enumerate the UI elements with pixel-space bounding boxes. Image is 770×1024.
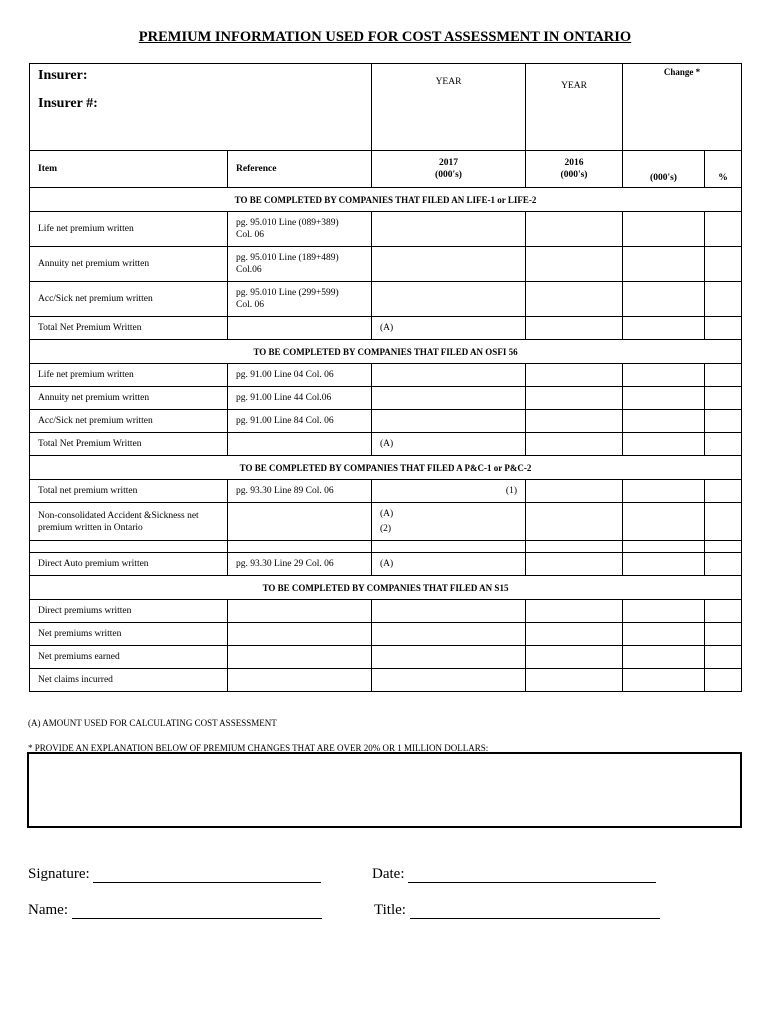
table-row <box>30 410 742 433</box>
input-percent[interactable] <box>705 247 742 282</box>
table-row <box>30 669 742 692</box>
row-reference <box>228 317 372 340</box>
row-item: Direct Auto premium written <box>30 553 228 576</box>
title-field[interactable] <box>374 902 660 919</box>
input-percent[interactable] <box>705 282 742 317</box>
input-2016[interactable] <box>526 646 623 669</box>
row-reference: pg. 91.00 Line 84 Col. 06 <box>228 410 372 433</box>
table-row <box>30 212 742 247</box>
change-header: Change * <box>623 64 742 151</box>
input-2017[interactable] <box>372 212 526 247</box>
row-reference: pg. 95.010 Line (299+599) Col. 06 <box>228 282 372 317</box>
input-percent[interactable] <box>705 646 742 669</box>
row-item: Annuity net premium written <box>30 247 228 282</box>
input-change[interactable] <box>623 282 705 317</box>
input-change[interactable] <box>623 433 705 456</box>
row-item: Total Net Premium Written <box>30 317 228 340</box>
table-row <box>30 600 742 623</box>
input-change[interactable] <box>623 553 705 576</box>
row-reference <box>228 646 372 669</box>
title-line[interactable] <box>410 904 660 919</box>
row-item: Net premiums written <box>30 623 228 646</box>
date-field[interactable] <box>372 866 656 883</box>
input-2017[interactable] <box>372 410 526 433</box>
row-item: Net premiums earned <box>30 646 228 669</box>
name-line[interactable] <box>72 904 322 919</box>
change-percent-column-header: % <box>705 151 742 188</box>
table-row <box>30 553 742 576</box>
row-item: Life net premium written <box>30 212 228 247</box>
signature-field[interactable] <box>28 866 321 883</box>
row-reference <box>228 600 372 623</box>
name-label: Name: <box>28 902 68 918</box>
amount-mark: (A) <box>380 323 394 333</box>
input-percent[interactable] <box>705 480 742 503</box>
input-percent[interactable] <box>705 553 742 576</box>
input-percent[interactable] <box>705 600 742 623</box>
table-row <box>30 503 742 541</box>
section-pc-header: TO BE COMPLETED BY COMPANIES THAT FILED A P&C-1 or P&C-2 <box>30 456 742 480</box>
explanation-textbox[interactable] <box>27 752 742 828</box>
input-2016[interactable] <box>526 669 623 692</box>
section-s15-header: TO BE COMPLETED BY COMPANIES THAT FILED AN S15 <box>30 576 742 600</box>
amount-mark: (A) <box>380 439 394 449</box>
premium-table <box>29 63 742 692</box>
name-field[interactable] <box>28 902 322 919</box>
input-percent[interactable] <box>705 623 742 646</box>
input-2017[interactable] <box>372 317 526 340</box>
row-reference: pg. 95.010 Line (089+389) Col. 06 <box>228 212 372 247</box>
insurer-label: Insurer: <box>38 68 88 83</box>
input-change[interactable] <box>623 247 705 282</box>
row-reference: pg. 95.010 Line (189+489) Col.06 <box>228 247 372 282</box>
input-2016[interactable] <box>526 247 623 282</box>
input-change[interactable] <box>623 669 705 692</box>
insurer-number-label: Insurer #: <box>38 96 98 111</box>
input-2017[interactable] <box>372 282 526 317</box>
input-2017[interactable] <box>372 541 526 553</box>
title-label: Title: <box>374 902 406 918</box>
input-change[interactable] <box>623 212 705 247</box>
input-2016[interactable] <box>526 317 623 340</box>
input-percent[interactable] <box>705 410 742 433</box>
row-item: Total net premium written <box>30 480 228 503</box>
row-item: Life net premium written <box>30 364 228 387</box>
input-2016[interactable] <box>526 282 623 317</box>
section-osfi-header: TO BE COMPLETED BY COMPANIES THAT FILED AN OSFI 56 <box>30 340 742 364</box>
signature-line[interactable] <box>93 868 321 883</box>
row-reference: pg. 93.30 Line 29 Col. 06 <box>228 553 372 576</box>
input-percent[interactable] <box>705 212 742 247</box>
input-2016[interactable] <box>526 433 623 456</box>
year-2017-column-header: 2017 (000's) <box>372 151 526 188</box>
year-2016-column-header: 2016 (000's) <box>526 151 623 188</box>
input-2016[interactable] <box>526 541 623 553</box>
input-2017[interactable] <box>372 387 526 410</box>
table-row <box>30 480 742 503</box>
row-reference: pg. 93.30 Line 89 Col. 06 <box>228 480 372 503</box>
input-2016[interactable] <box>526 480 623 503</box>
input-2016[interactable] <box>526 553 623 576</box>
row-reference <box>228 669 372 692</box>
row-reference <box>228 623 372 646</box>
item-column-header: Item <box>30 151 228 188</box>
table-row <box>30 623 742 646</box>
note-amount-used: (A) AMOUNT USED FOR CALCULATING COST ASSESSMENT <box>28 718 277 728</box>
input-percent[interactable] <box>705 541 742 553</box>
input-2017[interactable] <box>372 646 526 669</box>
input-2017[interactable] <box>372 553 526 576</box>
row-item: Acc/Sick net premium written <box>30 410 228 433</box>
table-row <box>30 317 742 340</box>
input-percent[interactable] <box>705 387 742 410</box>
input-percent[interactable] <box>705 317 742 340</box>
row-item: Direct premiums written <box>30 600 228 623</box>
input-2016[interactable] <box>526 387 623 410</box>
input-2017[interactable] <box>372 480 526 503</box>
input-2017[interactable] <box>372 669 526 692</box>
input-change[interactable] <box>623 541 705 553</box>
input-change[interactable] <box>623 410 705 433</box>
input-change[interactable] <box>623 623 705 646</box>
row-reference: pg. 91.00 Line 44 Col.06 <box>228 387 372 410</box>
input-change[interactable] <box>623 364 705 387</box>
input-percent[interactable] <box>705 503 742 541</box>
reference-column-header: Reference <box>228 151 372 188</box>
input-change[interactable] <box>623 387 705 410</box>
input-2016[interactable] <box>526 623 623 646</box>
year-header-1: YEAR <box>372 64 526 151</box>
input-2017[interactable] <box>372 433 526 456</box>
table-row <box>30 387 742 410</box>
row-item: Non-consolidated Accident &Sickness net premium written in Ontario <box>30 503 228 541</box>
row-item: Annuity net premium written <box>30 387 228 410</box>
input-percent[interactable] <box>705 364 742 387</box>
section-life-header: TO BE COMPLETED BY COMPANIES THAT FILED AN LIFE-1 or LIFE-2 <box>30 188 742 212</box>
input-2016[interactable] <box>526 364 623 387</box>
input-change[interactable] <box>623 480 705 503</box>
table-row <box>30 433 742 456</box>
row-item <box>30 541 228 553</box>
change-amount-column-header: (000's) <box>623 151 705 188</box>
table-row <box>30 541 742 553</box>
input-2016[interactable] <box>526 600 623 623</box>
input-2017[interactable] <box>372 247 526 282</box>
table-row <box>30 247 742 282</box>
input-percent[interactable] <box>705 433 742 456</box>
input-change[interactable] <box>623 503 705 541</box>
row-reference <box>228 503 372 541</box>
table-row <box>30 364 742 387</box>
input-2017[interactable] <box>372 364 526 387</box>
page-title: PREMIUM INFORMATION USED FOR COST ASSESSMENT IN ONTARIO <box>138 29 632 45</box>
row-reference <box>228 433 372 456</box>
row-reference: pg. 91.00 Line 04 Col. 06 <box>228 364 372 387</box>
date-line[interactable] <box>408 868 656 883</box>
table-row <box>30 646 742 669</box>
table-row <box>30 282 742 317</box>
amount-mark: (A) <box>380 559 394 569</box>
input-change[interactable] <box>623 317 705 340</box>
signature-label: Signature: <box>28 866 90 882</box>
row-item: Acc/Sick net premium written <box>30 282 228 317</box>
row-item: Total Net Premium Written <box>30 433 228 456</box>
input-change[interactable] <box>623 600 705 623</box>
input-2017[interactable] <box>372 600 526 623</box>
date-label: Date: <box>372 866 405 882</box>
input-2016[interactable] <box>526 503 623 541</box>
year-header-2: YEAR <box>526 64 623 151</box>
input-2017[interactable] <box>372 623 526 646</box>
amount-mark: (1) <box>505 486 517 496</box>
input-change[interactable] <box>623 646 705 669</box>
row-reference <box>228 541 372 553</box>
input-percent[interactable] <box>705 669 742 692</box>
input-2016[interactable] <box>526 410 623 433</box>
insurer-cell[interactable] <box>30 64 372 151</box>
input-2017[interactable]: (A) (2) <box>372 503 526 541</box>
note-explanation-instruction: * PROVIDE AN EXPLANATION BELOW OF PREMIUM CHANGES THAT ARE OVER 20% OR 1 MILLION DOLLARS: <box>28 743 489 753</box>
input-2016[interactable] <box>526 212 623 247</box>
row-item: Net claims incurred <box>30 669 228 692</box>
